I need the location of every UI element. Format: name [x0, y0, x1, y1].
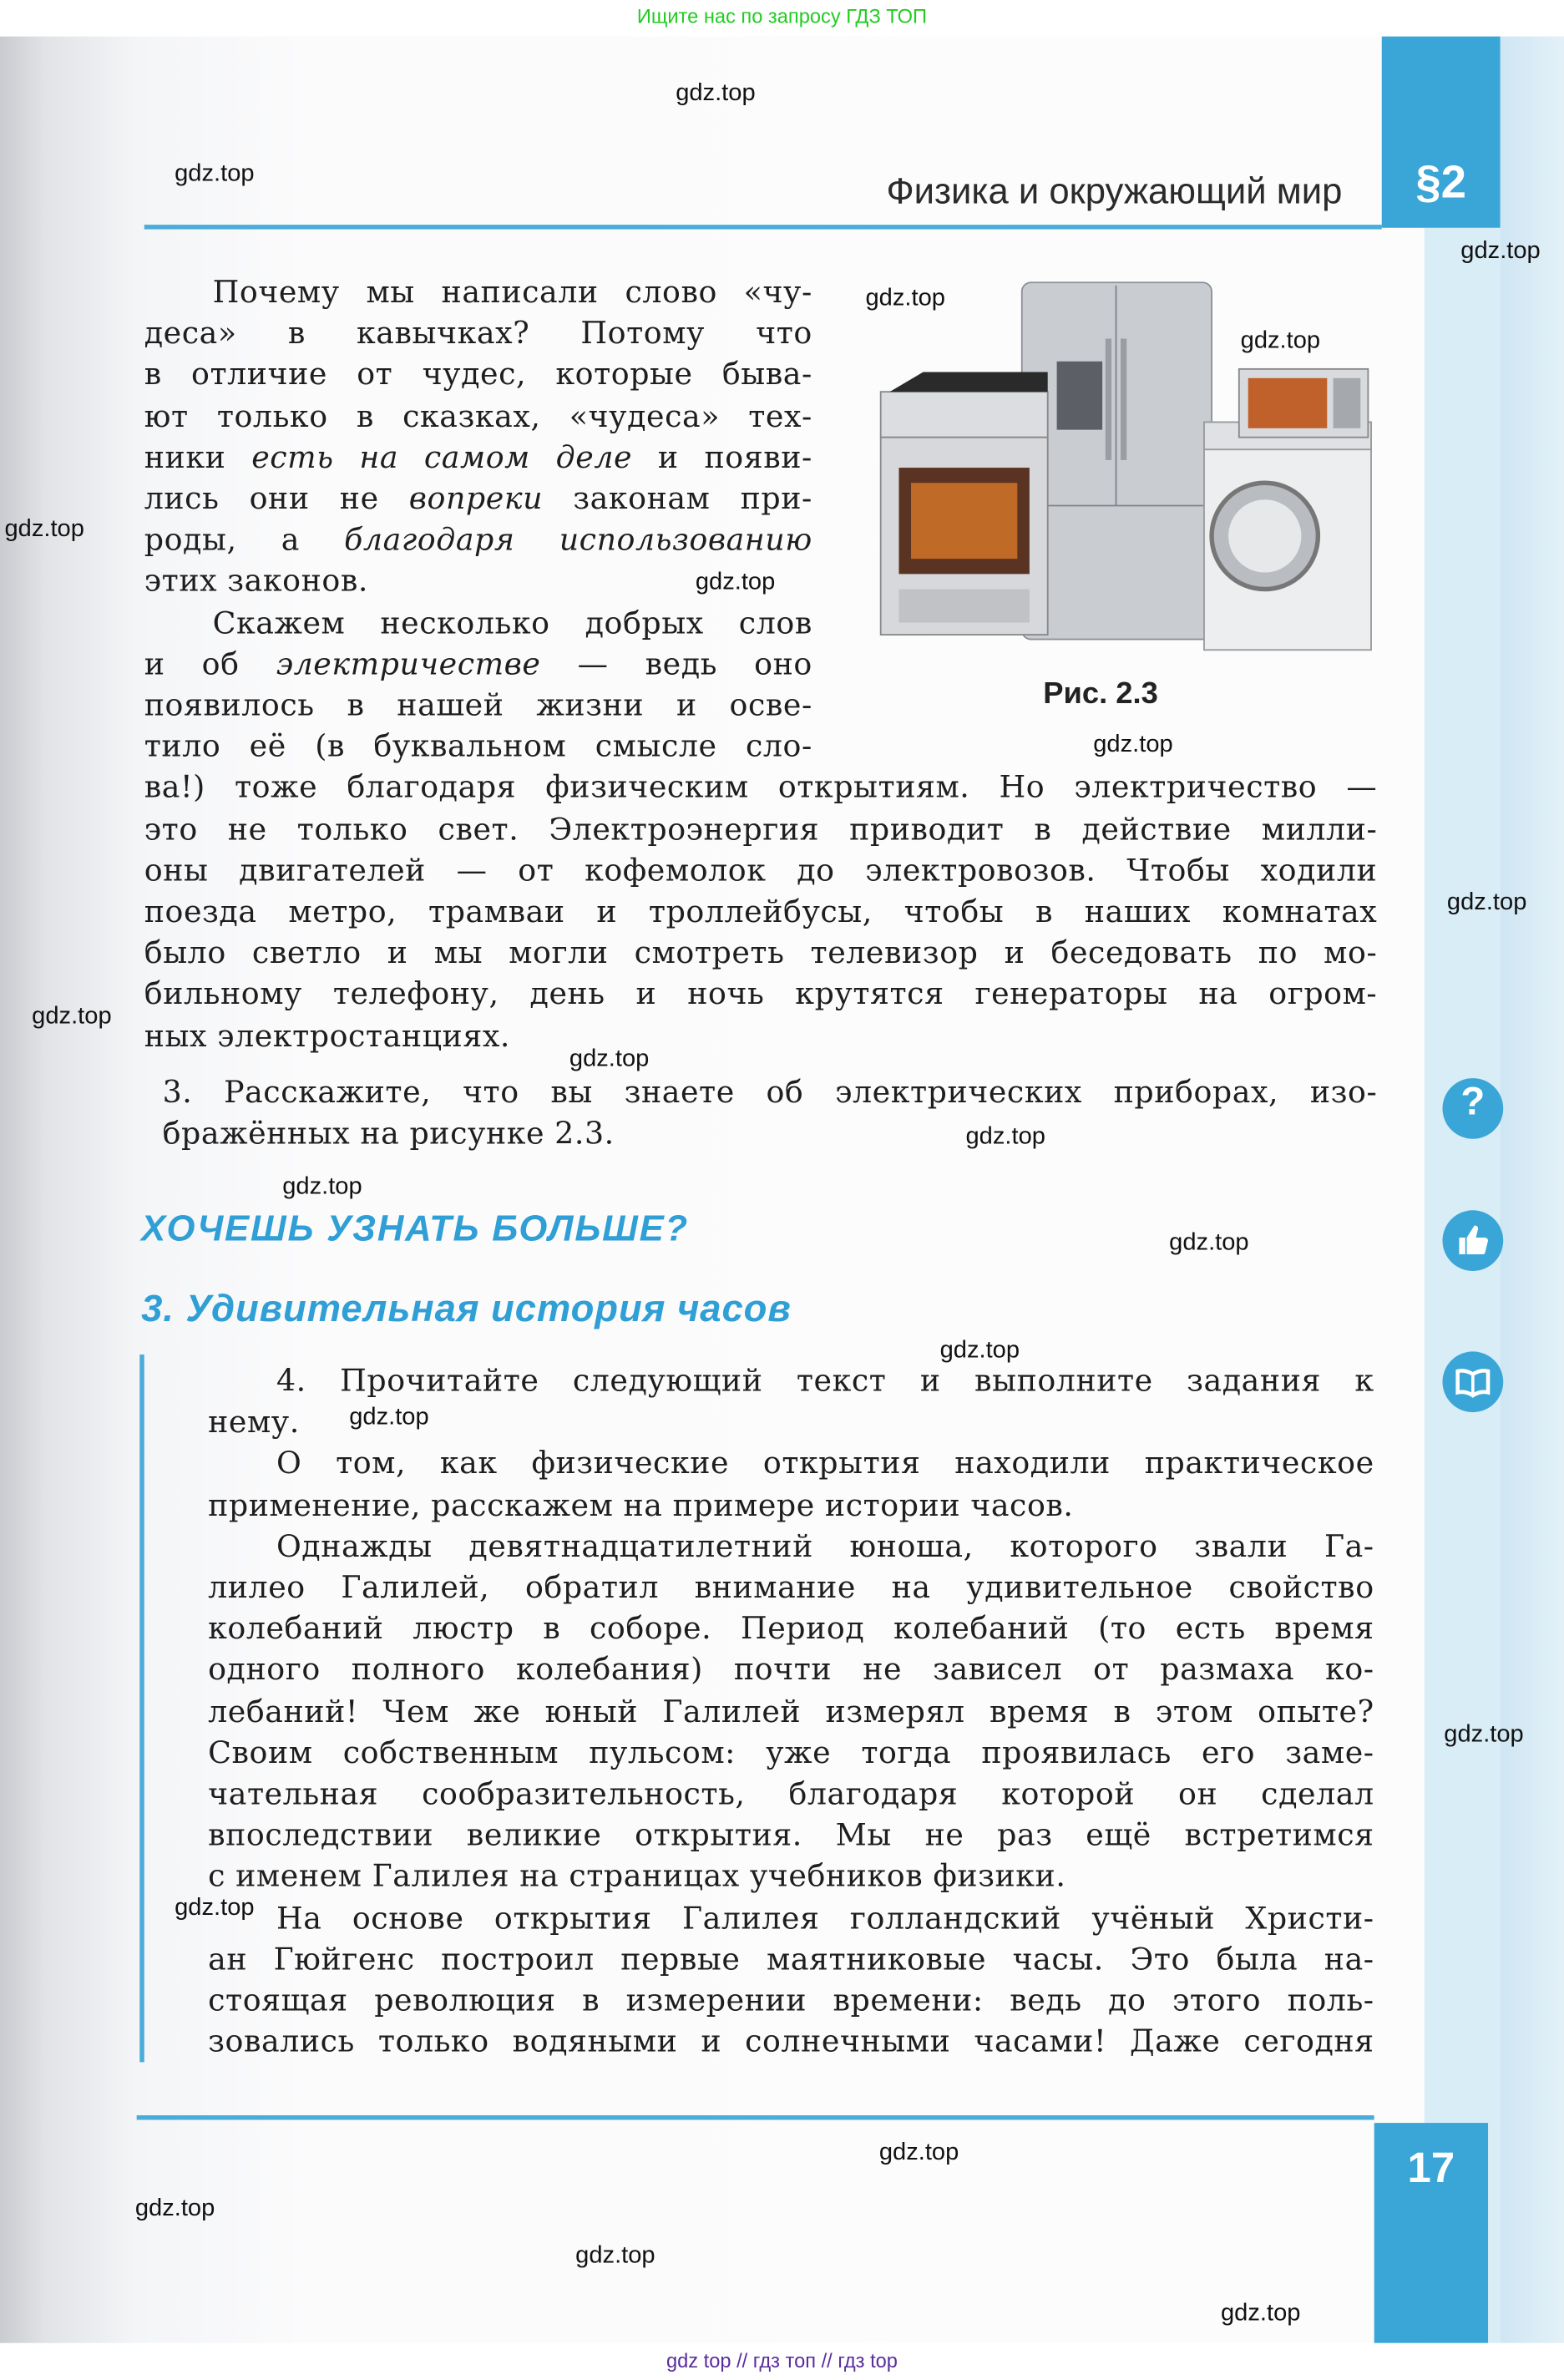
- microwave-icon: [1239, 369, 1369, 438]
- watermark: gdz.top: [134, 2195, 215, 2222]
- text-line: [208, 1649, 1374, 1690]
- text-span: ва!) тоже благодаря физическим открытиям. Но электричество —: [144, 768, 1378, 806]
- text-span: это не только свет. Электроэнергия приводит в действие милли-: [144, 810, 1378, 847]
- text-span: стоящая революция в измерении времени: ведь до этого поль-: [208, 1982, 1374, 2018]
- text-line: [144, 727, 812, 767]
- text-line: [276, 1897, 1374, 1938]
- text-line: [144, 396, 812, 437]
- text-span: колебаний люстр в соборе. Период колебаний (то есть время: [208, 1609, 1374, 1647]
- task-sidebar-line: [139, 1355, 144, 2062]
- text-span: На основе открытия Галилея голландский учёный Христи-: [276, 1899, 1374, 1936]
- text-span: лилео Галилей, обратил внимание на удивительное свойство: [208, 1568, 1374, 1606]
- text-span: чательная сообразительность, благодаря которой он сделал: [208, 1775, 1374, 1812]
- watermark: gdz.top: [175, 160, 255, 187]
- text-line: [144, 644, 812, 685]
- watermark: gdz.top: [32, 1003, 112, 1030]
- text-line: [208, 1608, 1374, 1649]
- stove-icon: [881, 372, 1048, 636]
- text-span: с именем Галилея на страницах учебников физики.: [208, 1857, 1066, 1895]
- text-line: [144, 519, 812, 560]
- watermark: gdz.top: [865, 285, 945, 311]
- margin-strip: [1425, 228, 1501, 2343]
- text-span: оны двигателей — от кофемолок до электровозов. Чтобы ходили: [144, 851, 1378, 889]
- text-line: [213, 271, 812, 312]
- watermark: gdz.top: [1169, 1229, 1249, 1256]
- text-span: тило её (в буквальном смысле сло-: [144, 727, 812, 764]
- text-span: 4. Прочитайте следующий текст и выполните задания к: [276, 1362, 1374, 1399]
- text-span: было светло и мы могли смотреть телевизор и беседовать по мо-: [144, 934, 1378, 971]
- text-span: Своим собственным пульсом: уже тогда проявилась его заме-: [208, 1734, 1374, 1770]
- text-span: лись они не: [144, 479, 409, 517]
- washing-machine-icon: [1204, 423, 1371, 651]
- text-line: [208, 1939, 1374, 1980]
- text-span: О том, как физические открытия находили практическое: [276, 1445, 1374, 1481]
- book-icon[interactable]: [1442, 1351, 1503, 1412]
- page-number: 17: [1407, 2144, 1455, 2191]
- text-line: [144, 685, 812, 726]
- watermark: gdz.top: [175, 1895, 255, 1922]
- text-line: [213, 602, 812, 643]
- text-span: ан Гюйгенс построил первые маятниковые часы. Это была на-: [208, 1940, 1374, 1977]
- text-line: [276, 1443, 1374, 1484]
- italic-text: есть на самом деле: [251, 438, 633, 475]
- section-heading-more: ХОЧЕШЬ УЗНАТЬ БОЛЬШЕ?: [141, 1208, 690, 1250]
- text-line: [208, 1732, 1374, 1773]
- refrigerator-icon: [1022, 282, 1212, 639]
- text-line: [163, 1113, 1378, 1154]
- watermark: gdz.top: [878, 2139, 959, 2166]
- text-span: 3. Расскажите, что вы знаете об электрических приборах, изо-: [162, 1073, 1378, 1111]
- text-line: [144, 354, 812, 395]
- section-number: §2: [1415, 158, 1467, 209]
- text-span: применение, расскажем на примере истории часов.: [208, 1486, 1074, 1523]
- text-line: [276, 1526, 1374, 1567]
- text-line: [208, 1774, 1374, 1815]
- watermark: gdz.top: [569, 1046, 650, 1072]
- footer-divider: [137, 2115, 1374, 2119]
- text-span: в отличие от чудес, которые быва-: [144, 356, 812, 392]
- question-mark: ?: [1460, 1078, 1486, 1124]
- text-span: этих законов.: [144, 562, 368, 600]
- question-icon[interactable]: [1442, 1078, 1503, 1139]
- page-edge: [1501, 37, 1564, 2343]
- watermark: gdz.top: [1446, 889, 1527, 916]
- text-span: Скажем несколько добрых слов: [212, 603, 812, 641]
- thumbs-up-icon[interactable]: [1442, 1210, 1503, 1271]
- top-banner[interactable]: Ищите нас по запросу ГДЗ ТОП: [0, 0, 1564, 37]
- watermark: gdz.top: [349, 1405, 429, 1431]
- text-span: ют только в сказках, «чудеса» тех-: [144, 397, 812, 434]
- text-line: [144, 479, 812, 519]
- text-line: [208, 1691, 1374, 1732]
- text-line: [144, 808, 1378, 849]
- watermark: gdz.top: [282, 1173, 362, 1200]
- figure-caption: Рис. 2.3: [1043, 677, 1158, 711]
- watermark: gdz.top: [1444, 1722, 1524, 1748]
- text-span: бражённых на рисунке 2.3.: [162, 1115, 615, 1152]
- text-span: ных электростанциях.: [144, 1016, 510, 1054]
- text-span: бильному телефону, день и ночь крутятся генераторы на огром-: [144, 975, 1378, 1012]
- text-span: и появи-: [632, 438, 812, 475]
- text-span: впоследствии великие открытия. Мы не раз ещё встретимся: [208, 1816, 1374, 1853]
- text-span: ники: [144, 438, 252, 475]
- text-span: нему.: [208, 1403, 300, 1441]
- text-line: [144, 850, 1378, 891]
- text-line: [208, 1980, 1374, 2021]
- text-line: [144, 313, 812, 354]
- text-line: [208, 1567, 1374, 1608]
- text-span: роды, а: [144, 521, 345, 558]
- text-line: [144, 1015, 1378, 1056]
- watermark: gdz.top: [695, 569, 776, 595]
- italic-text: вопреки: [408, 479, 544, 517]
- text-span: и об: [144, 645, 276, 682]
- watermark: gdz.top: [1220, 2300, 1301, 2327]
- text-line: [208, 1485, 1374, 1526]
- text-line: [144, 974, 1378, 1015]
- text-span: Почему мы написали слово «чу-: [212, 273, 812, 310]
- italic-text: электричестве: [276, 645, 541, 682]
- text-line: [208, 1815, 1374, 1856]
- watermark: gdz.top: [575, 2242, 655, 2269]
- text-span: Однажды девятнадцатилетний юноша, которого звали Га-: [276, 1527, 1374, 1564]
- text-span: одного полного колебания) почти не зависел от размаха ко-: [208, 1651, 1374, 1688]
- text-span: деса» в кавычках? Потому что: [144, 314, 812, 352]
- text-line: [208, 2022, 1374, 2063]
- text-span: — ведь оно: [540, 645, 812, 682]
- watermark: gdz.top: [1093, 732, 1173, 758]
- text-span: поезда метро, трамваи и троллейбусы, чтобы в наших комнатах: [144, 893, 1378, 929]
- text-line: [144, 891, 1378, 932]
- text-span: лебаний! Чем же юный Галилей измерял время в этом опыте?: [208, 1692, 1374, 1729]
- text-span: зовались только водяными и солнечными часами! Даже сегодня: [208, 2023, 1374, 2060]
- watermark: gdz.top: [4, 516, 84, 543]
- watermark: gdz.top: [1240, 327, 1321, 354]
- italic-text: благодаря использованию: [344, 521, 812, 558]
- watermark: gdz.top: [965, 1123, 1045, 1150]
- section-heading-clocks: 3. Удивительная история часов: [141, 1288, 792, 1330]
- text-line: [276, 1360, 1374, 1401]
- watermark: gdz.top: [1460, 238, 1541, 265]
- text-line: [144, 933, 1378, 974]
- watermark: gdz.top: [939, 1338, 1020, 1364]
- text-span: законам при-: [543, 479, 812, 517]
- text-line: [144, 767, 1378, 808]
- text-line: [144, 437, 812, 478]
- header-divider: [144, 225, 1382, 229]
- watermark: gdz.top: [676, 80, 756, 107]
- text-line: [163, 1072, 1378, 1113]
- text-line: [208, 1856, 1374, 1897]
- text-span: появилось в нашей жизни и осве-: [144, 686, 812, 723]
- bottom-banner[interactable]: gdz top // гдз топ // гдз top: [0, 2343, 1564, 2380]
- chapter-title: Физика и окружающий мир: [886, 171, 1343, 213]
